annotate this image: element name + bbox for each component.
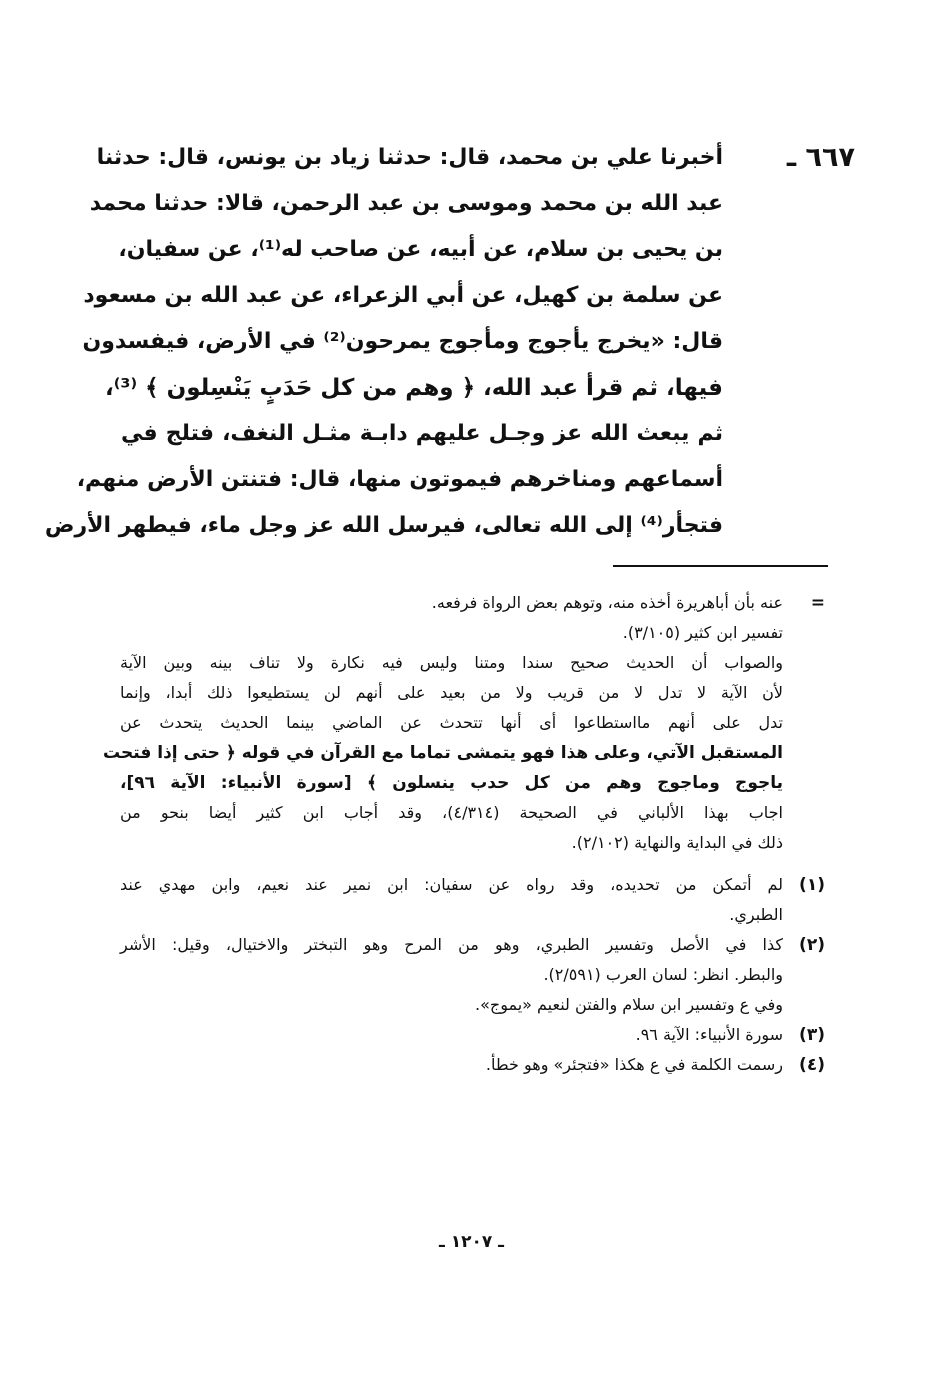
hadith-line: أسماعهم ومناخرهم فيموتون منها، قال: فتنتن الأرض منهم، (76, 467, 723, 492)
footnote-gap (120, 858, 825, 870)
hadith-line-quran-verse: فيها، ثم قرأ عبد الله، ﴿ وهم من كل حَدَبٍ يَنْسِلون ﴾ ⁽³⁾، (105, 375, 723, 401)
footnote-line: رسمت الكلمة في ع هكذا «فتجئر» وهو خطأ. (485, 1055, 783, 1074)
footnote-line: عنه بأن أباهريرة أخذه منه، وتوهم بعض الرواة فرفعه. (431, 593, 783, 612)
footnote-marker: (٢) (799, 935, 825, 955)
footnote-line: سورة الأنبياء: الآية ٩٦. (635, 1025, 783, 1044)
footnote (120, 870, 825, 930)
footnote-marker: = (810, 593, 825, 613)
footnote-body (120, 1020, 783, 1050)
footnote-line: وفي ع وتفسير ابن سلام والفتن لنعيم «يموج». (474, 995, 783, 1014)
footnote-body (120, 930, 783, 1020)
footnote-line: الطبري. (729, 905, 783, 924)
footnote-body (120, 870, 783, 930)
footnote-divider (613, 565, 828, 567)
footnote (120, 1020, 825, 1050)
footnote-line: والصواب أن الحديث صحيح سندا ومتنا وليس فيه نكارة ولا تناف بينه وبين الآية (120, 653, 783, 672)
footnote-marker: (٣) (799, 1025, 825, 1045)
footnote-line: تفسير ابن كثير (٣/١٠٥). (622, 623, 783, 642)
footnote-body (103, 588, 783, 858)
hadith-line: قال: «يخرج يأجوج ومأجوج يمرحون⁽²⁾ في الأرض، فيفسدون (82, 329, 723, 354)
hadith-number: ٦٦٧ ـ (786, 142, 855, 173)
footnote-line: اجاب بهذا الألباني في الصحيحة (٤/٣١٤)، وقد أجاب ابن كثير أيضا بنحو من (120, 803, 783, 822)
footnote-line: ذلك في البداية والنهاية (٢/١٠٢). (571, 833, 783, 852)
footnote-continuation (103, 588, 825, 858)
footnote-body (120, 1050, 783, 1080)
hadith-line: ثم يبعث الله عز وجـل عليهم دابـة مثـل النغف، فتلج في (121, 421, 723, 446)
footnote-line: كذا في الأصل وتفسير الطبري، وهو من المرح وهو التبختر والاختيال، وقيل: الأشر (120, 935, 783, 954)
hadith-line: عن سلمة بن كهيل، عن أبي الزعراء، عن عبد الله بن مسعود (83, 283, 723, 308)
footnote-line: لأن الآية لا تدل لا من قريب ولا من بعيد على أنهم لن يستطيعوا ذلك أبدا، وإنما (120, 683, 783, 702)
footnote-line: المستقبل الآتي، وعلى هذا فهو يتمشى تماما مع القرآن في قوله ﴿ حتى إذا فتحت (103, 743, 783, 763)
footnote (120, 930, 825, 1020)
footnote-marker: (١) (799, 875, 825, 895)
hadith-line: فتجأر⁽⁴⁾ إلى الله تعالى، فيرسل الله عز وجل ماء، فيطهر الأرض (44, 513, 723, 538)
footnote (120, 1050, 825, 1080)
hadith-line: بن يحيى بن سلام، عن أبيه، عن صاحب له⁽¹⁾، عن سفيان، (118, 237, 723, 262)
footnote-marker: (٤) (799, 1055, 825, 1075)
hadith-text (44, 135, 723, 549)
page-number: ـ ١٢٠٧ ـ (439, 1232, 504, 1252)
footnote-line: لم أتمكن من تحديده، وقد رواه عن سفيان: ابن نمير عند نعيم، وابن مهدي عند (120, 875, 783, 894)
footnote-line: ياجوج وماجوج وهم من كل حدب ينسلون ﴾ [سورة الأنبياء: الآية ٩٦]، (120, 773, 783, 793)
footnote-line: والبطر. انظر: لسان العرب (٢/٥٩١). (543, 965, 783, 984)
hadith-line: عبد الله بن محمد وموسى بن عبد الرحمن، قالا: حدثنا محمد (89, 191, 723, 216)
footnote-line: تدل على أنهم مااستطاعوا أى أنها تتحدث عن الماضي بينما الحديث يتحدث عن (120, 713, 783, 732)
hadith-line: أخبرنا علي بن محمد، قال: حدثنا زياد بن يونس، قال: حدثنا (96, 145, 723, 170)
footnotes (103, 588, 825, 1080)
